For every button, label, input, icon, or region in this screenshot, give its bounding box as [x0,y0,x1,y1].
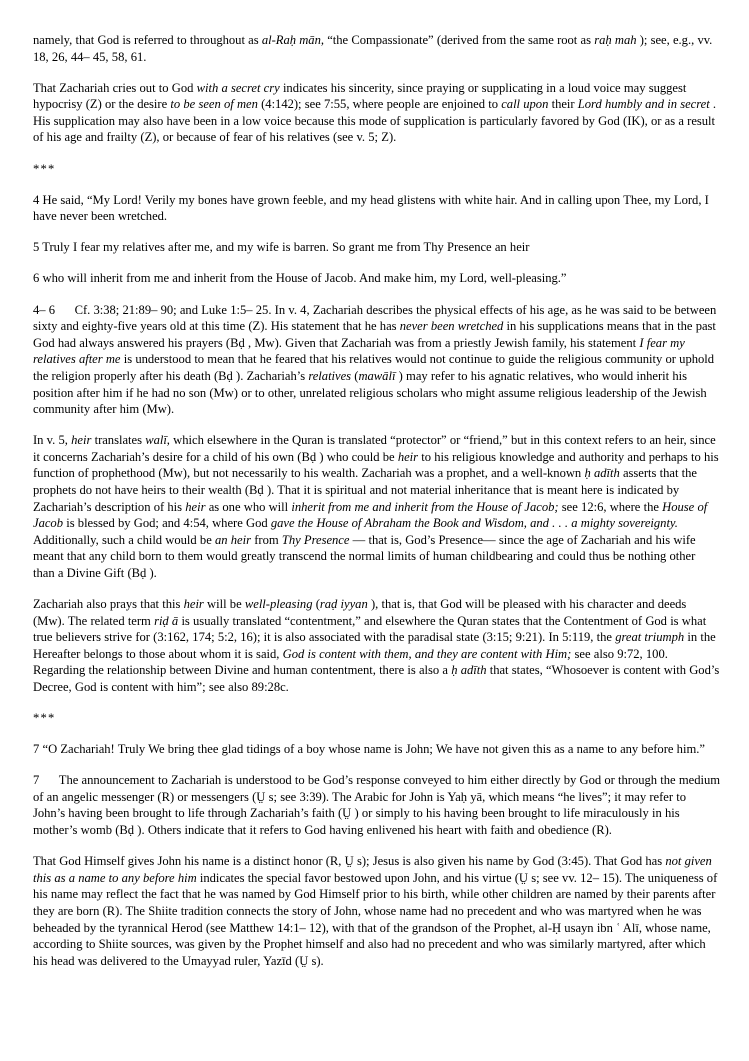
italic-phrase: with a secret cry [196,80,280,95]
italic-phrase: gave the House of Abraham the Book and Wisdom, and . . . a mighty sovereignty. [270,516,678,531]
italic-phrase: God is content with them, and they are content with Him; [282,646,572,661]
verse-paragraph [33,239,720,256]
italic-phrase: House of Jacob [33,499,708,531]
italic-phrase: Lord humbly and in secret [577,97,710,112]
text-run: ( [312,597,320,612]
commentary-paragraph [33,772,720,838]
italic-phrase: al-Raḥ mān, [261,33,324,47]
text-run: . His supplication may also have been in a low voice because this mode of supplication is particularly favored by God (IK), or as a result of his age and frailty (Z), or because of fear of his relatives (see v. 5; Z). [33,97,717,145]
text-run: 5 Truly I fear my relatives after me, and my wife is barren. So grant me from Thy Presence an heir [33,240,530,255]
text-run: ), that is, that God will be pleased with his character and deeds (Mw). The related term [33,597,687,628]
text-run: ( [351,368,359,383]
italic-phrase: relatives [308,368,352,383]
verse-paragraph [33,270,720,287]
text-run: 4 He said, “My Lord! Verily my bones have grown feeble, and my head glistens with white hair. And in calling upon Thee, my Lord, I have never been wretched. [33,192,709,224]
italic-phrase: mawālī [358,368,396,383]
italic-phrase: never been wretched [399,319,504,334]
text-run: will be [203,597,245,612]
text-run: that states, “Whosoever is content with God’s Decree, God is content with him”; see also 89:28c. [33,663,720,694]
italic-phrase: raḥ mah [594,33,637,47]
text-run: as one who will [205,499,292,514]
text-run: — that is, God’s Presence— since the age of Zachariah and his wife meant that any child born to them would greatly transcend the normal limits of human childbearing and could thus be nothing other than a Divine Gift (Bḍ ). [33,532,696,580]
commentary-paragraph [33,80,720,146]
text-run: asserts that the prophets do not have heirs to their wealth (Bḍ ). That it is spiritual and not material inheritance that is meant here is indicated by Zachariah’s description of his [33,466,697,514]
text-run: 6 who will inherit from me and inherit from the House of Jacob. And make him, my Lord, well-pleasing.” [33,271,567,286]
text-run: see also 9:72, 100. Regarding the relationship between Divine and human contentment, there is also a [33,646,668,678]
text-run: 7 “O Zachariah! Truly We bring thee glad tidings of a boy whose name is John; We have not given this as a name to any before him.” [33,742,705,757]
text-run: 4– 6 [33,302,56,317]
text-run: translates [91,433,146,448]
italic-phrase: inherit from me and inherit from the House of Jacob; [291,499,559,514]
text-run: That Zachariah cries out to God [33,80,197,95]
italic-phrase: ḥ adīth [451,663,487,678]
commentary-paragraph [33,596,720,696]
text-run: namely, that God is referred to throughout as [33,33,262,47]
commentary-paragraph [33,302,720,418]
section-separator [33,161,720,178]
text-run: Zachariah also prays that this [33,597,184,612]
text-run: indicates his sincerity, since praying or supplicating in a loud voice may suggest hypocrisy (Z) or the desire [33,80,687,112]
page-content [33,32,720,969]
text-run: to his religious knowledge and authority and perhaps to his function of prophethood (Mw), but not necessarily to his wealth. Zachariah was a prophet, and a well-known [33,449,719,481]
italic-phrase: to be seen of men [170,97,258,112]
italic-phrase: great triumph [615,630,685,645]
text-run: The announcement to Zachariah is understood to be God’s response conveyed to him either directly by God or through the medium of an angelic messenger (R) or messengers (Ṳ s; see 3:39). The Arabic for John is Yaḥ yā, which means “he lives”; it may refer to John’s having been brought to life through Zachariah’s faith (Ṳ ) or simply to his having been brought to life miraculously in his mother’s womb (Bḍ ). Others indicate that it refers to God having enlivened his heart with faith and obedience (R). [33,773,720,838]
section-separator [33,710,720,727]
text-run: ); see, e.g., vv. 18, 26, 44– 45, 58, 61. [33,33,713,64]
verse-paragraph [33,192,720,225]
italic-phrase: heir [183,597,204,612]
text-run: (4:142); see 7:55, where people are enjoined to [257,97,502,112]
text-run: in his supplications means that in the past God had always answered his prayers (Bḍ , Mw). Given that Zachariah was from a priestly Jewish family, his statement [33,319,716,350]
text-run: is usually translated “contentment,” and elsewhere the Quran states that the Contentment of God is what true believers strive for (3:162, 174; 5:2, 16); it is also associated with the paradisal state (3:15; 9:21). In 5:119, the [33,613,707,645]
text-run: 7 [33,773,40,788]
text-run: see 12:6, where the [558,499,663,514]
text-run: That God Himself gives John his name is a distinct honor (R, Ṳ s); Jesus is also given his name by God (3:45). That God has [33,854,666,869]
italic-phrase: call upon [501,97,549,112]
italic-phrase: walī, [145,433,170,448]
text-run: ) may refer to his agnatic relatives, who would inherit his position after him if he had no son (Mw) or to other, unrelated religious scholars who might assume religious leadership of the Jewish community after him (Mw). [33,368,707,417]
text-run: *** [33,161,56,176]
italic-phrase: an heir [215,532,251,547]
text-run: indicates the special favor bestowed upon John, and his virtue (Ṳ s; see vv. 12– 15). The uniqueness of his name may reflect the fact that he was named by God Himself prior to his birth, while other children are named by their parents after they are born (R). The Shiite tradition connects the story of John, whose name had no precedent and who was martyred when he was beheaded by the tyrannical Herod (see Matthew 14:1– 12), with that of the grandson of the Prophet, al-Ḥ usayn ibn ʿ Alī, whose name, according to Shiite sources, was given by the Prophet himself and also had no precedent and who was similarly martyred, after which his head was delivered to the Umayyad ruler, Yazīd (Ṳ s). [33,870,718,968]
italic-phrase: riḍ ā [154,613,179,628]
italic-phrase: heir [71,433,92,448]
text-run: *** [33,711,56,726]
italic-phrase: heir [185,499,206,514]
italic-phrase: raḍ iyyan [319,597,368,612]
commentary-paragraph [33,32,720,65]
text-run: in the Hereafter belongs to those about whom it is said, [33,630,716,661]
text-run: is blessed by God; and 4:54, where God [62,516,271,531]
text-run: which elsewhere in the Quran is translated “protector” or “friend,” but in this context refers to an heir, since it concerns Zachariah’s desire for a child of his own (Bḍ ) who could be [33,433,716,464]
italic-phrase: heir [397,449,419,464]
verse-paragraph [33,741,720,758]
text-run: from [251,532,282,547]
commentary-paragraph [33,853,720,969]
italic-phrase: I fear my relatives after me [33,335,685,367]
italic-phrase: Thy Presence [281,532,350,547]
text-run: Cf. 3:38; 21:89– 90; and Luke 1:5– 25. In v. 4, Zachariah describes the physical effects of his age, as he was said to be between sixty and eighty-five years old at this time (Z). His statement that he has [33,302,717,334]
text-run: “the Compassionate” (derived from the same root as [324,33,595,47]
italic-phrase: well-pleasing [244,597,313,612]
text-run: In v. 5, [33,433,72,448]
italic-phrase: ḥ adīth [584,466,620,481]
text-run: is understood to mean that he feared that his relatives would not continue to guide the religious community or uphold the religion properly after his death (Bḍ ). Zachariah’s [33,352,715,383]
text-run: Additionally, such a child would be [33,532,215,547]
italic-phrase: not given this as a name to any before him [33,854,712,885]
text-run: their [548,97,578,112]
commentary-paragraph [33,432,720,581]
